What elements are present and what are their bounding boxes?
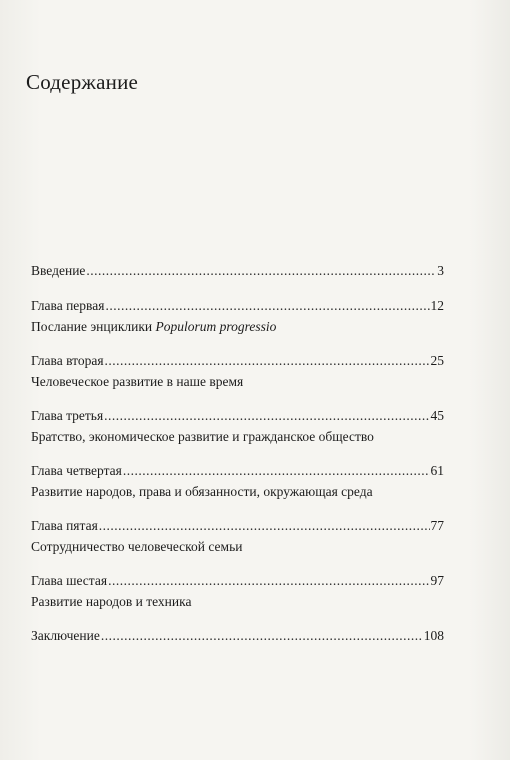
- toc-entry-subtitle: Развитие народов и техника: [31, 594, 192, 609]
- toc-entry-label: Заключение: [31, 628, 100, 643]
- toc-page-number: 108: [423, 628, 444, 643]
- toc-entry-chapter-5: [31, 516, 444, 556]
- toc-entry-label: Глава четвертая: [31, 463, 122, 478]
- subtitle-text: Послание энциклики: [31, 319, 156, 334]
- dot-leader: [108, 571, 429, 591]
- toc-entry-label: Глава третья: [31, 408, 104, 423]
- dot-leader: [123, 461, 430, 481]
- toc-entry-label: Глава шестая: [31, 573, 108, 588]
- dot-leader: [104, 406, 429, 426]
- dot-leader: [86, 261, 436, 281]
- toc-entry-subtitle: [31, 318, 444, 336]
- toc-line: [31, 516, 444, 536]
- toc-page-number: 25: [430, 353, 444, 368]
- dot-leader: [101, 626, 423, 646]
- dot-leader: [105, 296, 429, 316]
- toc-entry-introduction: [31, 261, 444, 281]
- toc-line: [31, 261, 444, 281]
- toc-entry-chapter-6: [31, 571, 444, 611]
- toc-line: [31, 406, 444, 426]
- toc-entry-chapter-2: [31, 351, 444, 391]
- toc-line: [31, 571, 444, 591]
- toc-entry-chapter-4: [31, 461, 444, 501]
- toc-entry-label: Введение: [31, 263, 86, 278]
- toc-line: [31, 296, 444, 316]
- table-of-contents: [31, 261, 444, 661]
- toc-entry-chapter-1: [31, 296, 444, 336]
- subtitle-italic-text: Populorum progressio: [155, 319, 277, 334]
- toc-line: [31, 351, 444, 371]
- toc-page-number: 45: [430, 408, 444, 423]
- toc-entry-label: Глава первая: [31, 298, 105, 313]
- dot-leader: [105, 351, 430, 371]
- toc-entry-conclusion: [31, 626, 444, 646]
- toc-line: [31, 626, 444, 646]
- toc-entry-label: Глава пятая: [31, 518, 98, 533]
- toc-entry-subtitle: Развитие народов, права и обязанности, окружающая среда: [31, 484, 373, 499]
- toc-entry-subtitle: Сотрудничество человеческой семьи: [31, 539, 243, 554]
- toc-entry-subtitle: Братство, экономическое развитие и гражданское общество: [31, 429, 374, 444]
- toc-entry-label: Глава вторая: [31, 353, 104, 368]
- toc-page-number: 61: [430, 463, 444, 478]
- toc-page-number: 97: [430, 573, 444, 588]
- toc-page-number: 12: [430, 298, 444, 313]
- toc-entry-subtitle: Человеческое развитие в наше время: [31, 374, 244, 389]
- page-title: Содержание: [26, 70, 139, 94]
- dot-leader: [99, 516, 430, 536]
- toc-entry-chapter-3: [31, 406, 444, 446]
- toc-page-number: 3: [437, 263, 444, 278]
- toc-line: [31, 461, 444, 481]
- toc-page-number: 77: [430, 518, 444, 533]
